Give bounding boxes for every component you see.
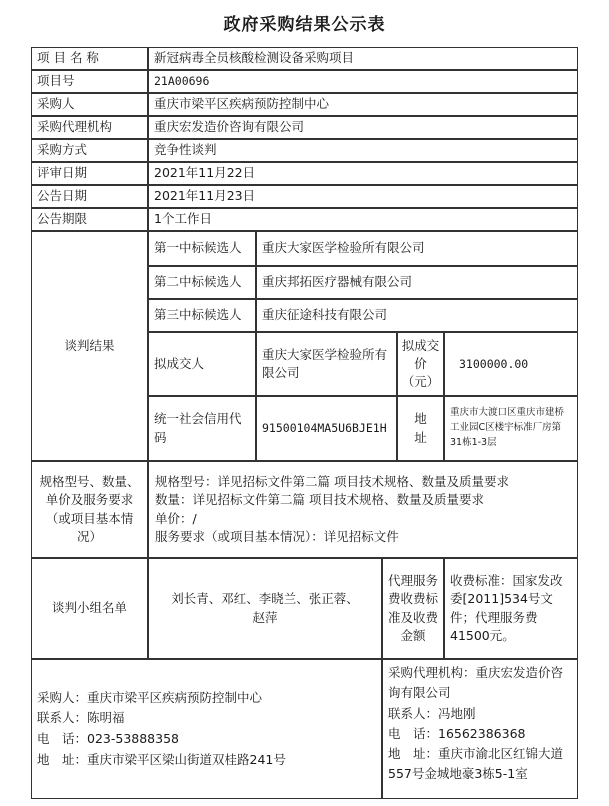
purchaser-contact-address: 地 址：重庆市梁平区梁山街道双桂路241号 [37, 751, 286, 767]
purchaser-contact-name: 采购人：重庆市梁平区疾病预防控制中心 [37, 689, 263, 705]
value-review-date: 2021年11月22日 [148, 162, 578, 185]
label-notice-period: 公告期限 [31, 208, 148, 231]
value-winner-address: 重庆市大渡口区重庆市建桥工业园C区楼宇标准厂房第31栋1-3层 [444, 396, 578, 461]
label-deal-party: 拟成交人 [148, 332, 256, 396]
value-candidate-3: 重庆征途科技有限公司 [256, 299, 578, 332]
value-project-name: 新冠病毒全员核酸检测设备采购项目 [148, 47, 578, 70]
value-project-no: 21A00696 [148, 70, 578, 93]
value-deal-party: 重庆大家医学检验所有限公司 [256, 332, 397, 396]
agency-contact-person: 联系人：冯地刚 [388, 705, 476, 721]
purchaser-contact-person: 联系人：陈明福 [37, 710, 125, 726]
agency-contact [382, 659, 578, 799]
label-agency-fee: 代理服务费收费标准及收费金额 [382, 558, 444, 659]
label-negotiation-result: 谈判结果 [31, 231, 148, 461]
label-candidate-1: 第一中标候选人 [148, 231, 256, 266]
value-candidate-1: 重庆大家医学检验所有限公司 [256, 231, 578, 266]
label-winner-address: 地 址 [397, 396, 444, 461]
purchaser-contact-phone: 电 话：023-53888358 [37, 731, 179, 746]
label-review-date: 评审日期 [31, 162, 148, 185]
label-candidate-2: 第二中标候选人 [148, 266, 256, 299]
label-candidate-3: 第三中标候选人 [148, 299, 256, 332]
spec-line-model: 规格型号：详见招标文件第二篇 项目技术规格、数量及质量要求 [155, 474, 509, 490]
spec-line-service: 服务要求（或项目基本情况）：详见招标文件 [155, 528, 399, 544]
value-panel-members: 刘长青、邓红、李晓兰、张正蓉、赵萍 [148, 558, 382, 659]
result-table [32, 48, 578, 800]
value-method: 竞争性谈判 [148, 139, 578, 162]
label-spec: 规格型号、数量、单价及服务要求（或项目基本情况） [31, 461, 148, 558]
label-deal-price: 拟成交价（元） [397, 332, 444, 396]
value-agency: 重庆宏发造价咨询有限公司 [148, 116, 578, 139]
agency-contact-name: 采购代理机构：重庆宏发造价咨询有限公司 [388, 665, 564, 701]
value-candidate-2: 重庆邦拓医疗器械有限公司 [256, 266, 578, 299]
agency-contact-address: 地 址：重庆市渝北区红锦大道557号金城地豪3栋5-1室 [388, 746, 564, 782]
label-agency: 采购代理机构 [31, 116, 148, 139]
label-method: 采购方式 [31, 139, 148, 162]
value-credit-code: 91500104MA5U6BJE1H [256, 396, 397, 461]
label-project-no: 项目号 [31, 70, 148, 93]
value-agency-fee: 收费标准：国家发改委[2011]534号文件；代理服务费41500元。 [444, 558, 578, 659]
agency-contact-phone: 电 话：16562386368 [388, 725, 526, 741]
value-purchaser: 重庆市梁平区疾病预防控制中心 [148, 93, 578, 116]
value-notice-period: 1个工作日 [148, 208, 578, 231]
label-purchaser: 采购人 [31, 93, 148, 116]
value-notice-date: 2021年11月23日 [148, 185, 578, 208]
value-deal-price: 3100000.00 [444, 332, 578, 396]
label-project-name: 项 目 名 称 [31, 47, 148, 70]
spec-lines [148, 461, 578, 558]
page-title: 政府采购结果公示表 [223, 15, 386, 35]
label-panel: 谈判小组名单 [31, 558, 148, 659]
purchaser-contact [31, 659, 382, 799]
spec-line-unit-price: 单价：/ [155, 510, 197, 526]
label-notice-date: 公告日期 [31, 185, 148, 208]
spec-line-quantity: 数量：详见招标文件第二篇 项目技术规格、数量及质量要求 [155, 492, 484, 508]
label-credit-code: 统一社会信用代码 [148, 396, 256, 461]
